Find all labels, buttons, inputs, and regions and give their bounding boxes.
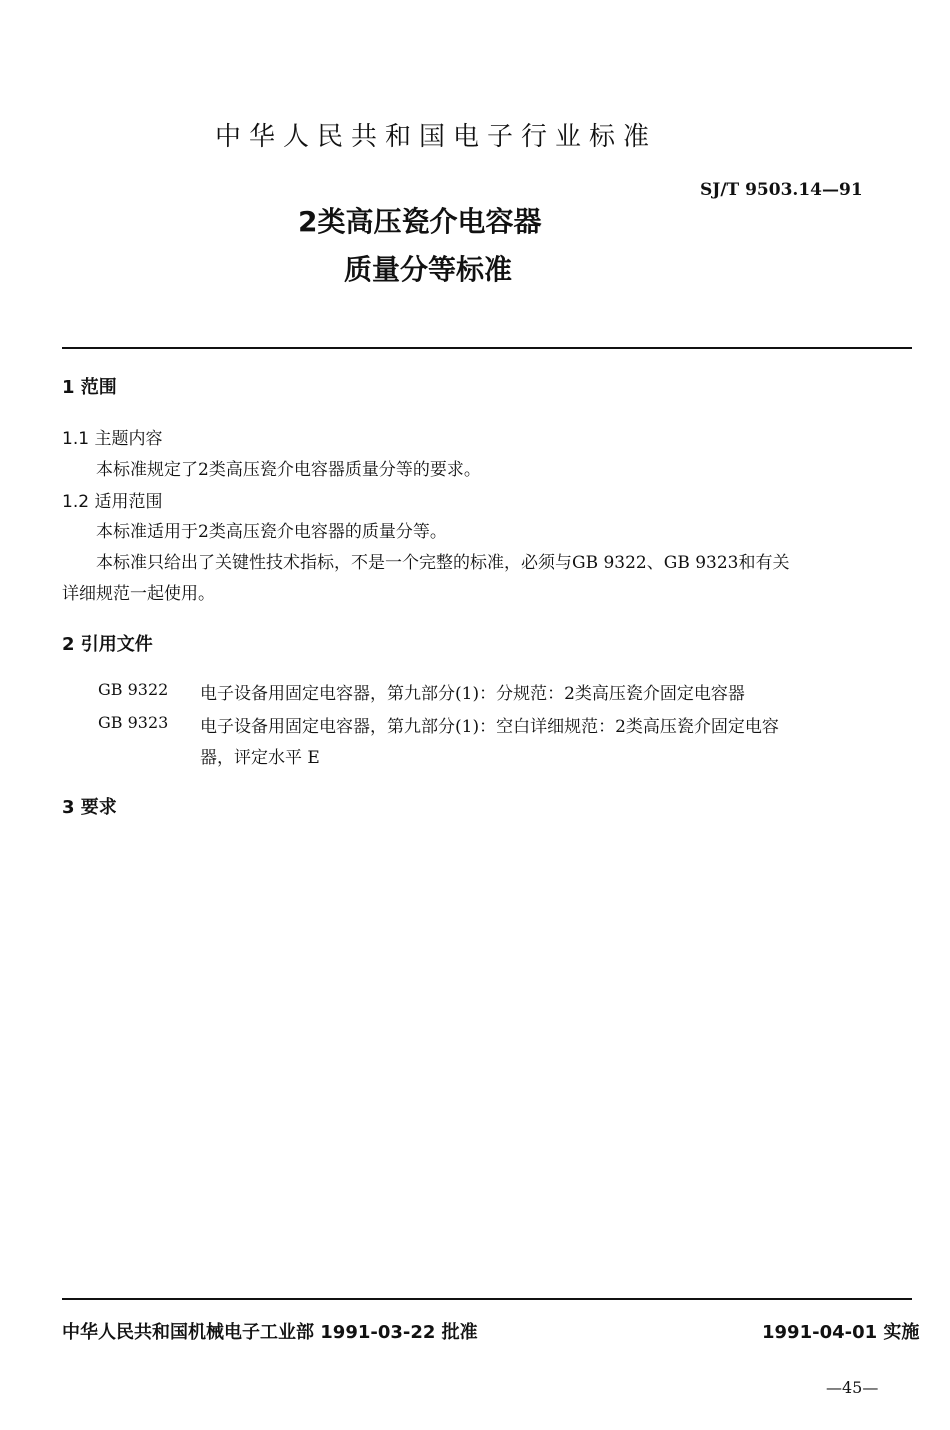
page-number: —45— <box>826 1378 879 1397</box>
reference-code: GB 9323 <box>98 713 169 732</box>
section-1-2-text-2a: 本标准只给出了关键性技术指标，不是一个完整的标准，必须与GB 9322、GB 9323和有关 <box>96 553 790 573</box>
approval-statement: 中华人民共和国机械电子工业部 1991-03-22 批准 <box>62 1322 478 1343</box>
reference-title-continued: 器，评定水平 E <box>200 748 320 768</box>
title-line-1: 2类高压瓷介电容器 <box>298 205 542 238</box>
section-1-2-heading: 1.2 适用范围 <box>62 492 163 512</box>
section-3-heading: 3 要求 <box>62 797 117 818</box>
reference-title: 电子设备用固定电容器，第九部分(1)：空白详细规范：2类高压瓷介固定电容 <box>200 717 779 737</box>
standard-code: SJ/T 9503.14—91 <box>700 180 863 200</box>
section-2-heading: 2 引用文件 <box>62 634 153 655</box>
section-1-1-text: 本标准规定了2类高压瓷介电容器质量分等的要求。 <box>96 460 481 480</box>
implementation-date: 1991-04-01 实施 <box>762 1322 920 1343</box>
section-1-2-text-2b: 详细规范一起使用。 <box>62 584 215 604</box>
reference-title: 电子设备用固定电容器，第九部分(1)：分规范：2类高压瓷介固定电容器 <box>200 684 745 704</box>
issuing-body-line: 中华人民共和国电子行业标准 <box>215 122 658 152</box>
section-1-2-text-1: 本标准适用于2类高压瓷介电容器的质量分等。 <box>96 522 447 542</box>
section-1-1-heading: 1.1 主题内容 <box>62 429 163 449</box>
footer-divider <box>62 1298 912 1300</box>
section-1-heading: 1 范围 <box>62 377 117 398</box>
header-divider <box>62 347 912 349</box>
title-line-2: 质量分等标准 <box>344 253 513 286</box>
reference-code: GB 9322 <box>98 680 169 699</box>
